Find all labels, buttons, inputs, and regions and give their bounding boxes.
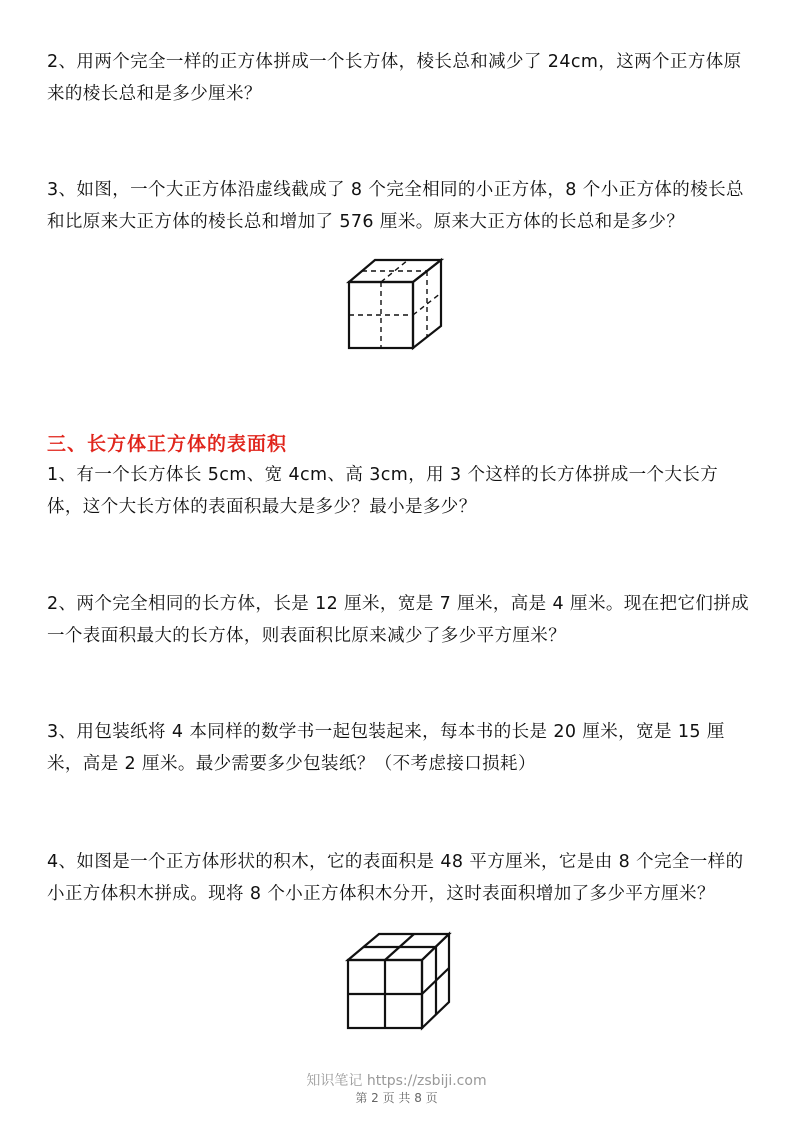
s3-question-2: 2、两个完全相同的长方体，长是 12 厘米，宽是 7 厘米，高是 4 厘米。现在把它们拼成一个表面积最大的长方体，则表面积比原来减少了多少平方厘米？ [47, 594, 750, 646]
section-3-heading: 三、长方体正方体的表面积 [47, 433, 288, 455]
footer-watermark: 知识笔记 https://zsbiji.com [306, 1073, 487, 1089]
page-number: 第 2 页 共 8 页 [355, 1091, 438, 1105]
s3-question-4: 4、如图是一个正方体形状的积木，它的表面积是 48 平方厘米，它是由 8 个完全一样的小正方体积木拼成。现将 8 个小正方体积木分开，这时表面积增加了多少平方厘米？ [47, 852, 744, 904]
s3-question-1: 1、有一个长方体长 5cm、宽 4cm、高 3cm，用 3 个这样的长方体拼成一个大长方体，这个大长方体的表面积最大是多少？最小是多少？ [47, 465, 719, 517]
block-cube-figure [343, 930, 453, 1032]
dashed-cube-figure [340, 252, 452, 356]
question-2-edge-total: 2、用两个完全一样的正方体拼成一个长方体，棱长总和减少了 24cm，这两个正方体原来的棱长总和是多少厘米？ [47, 52, 742, 104]
s3-question-3: 3、用包装纸将 4 本同样的数学书一起包装起来，每本书的长是 20 厘米，宽是 15 厘米，高是 2 厘米。最少需要多少包装纸？（不考虑接口损耗） [47, 722, 725, 774]
question-3-cube-cut: 3、如图，一个大正方体沿虚线截成了 8 个完全相同的小正方体，8 个小正方体的棱长总和比原来大正方体的棱长总和增加了 576 厘米。原来大正方体的长总和是多少？ [47, 180, 744, 232]
